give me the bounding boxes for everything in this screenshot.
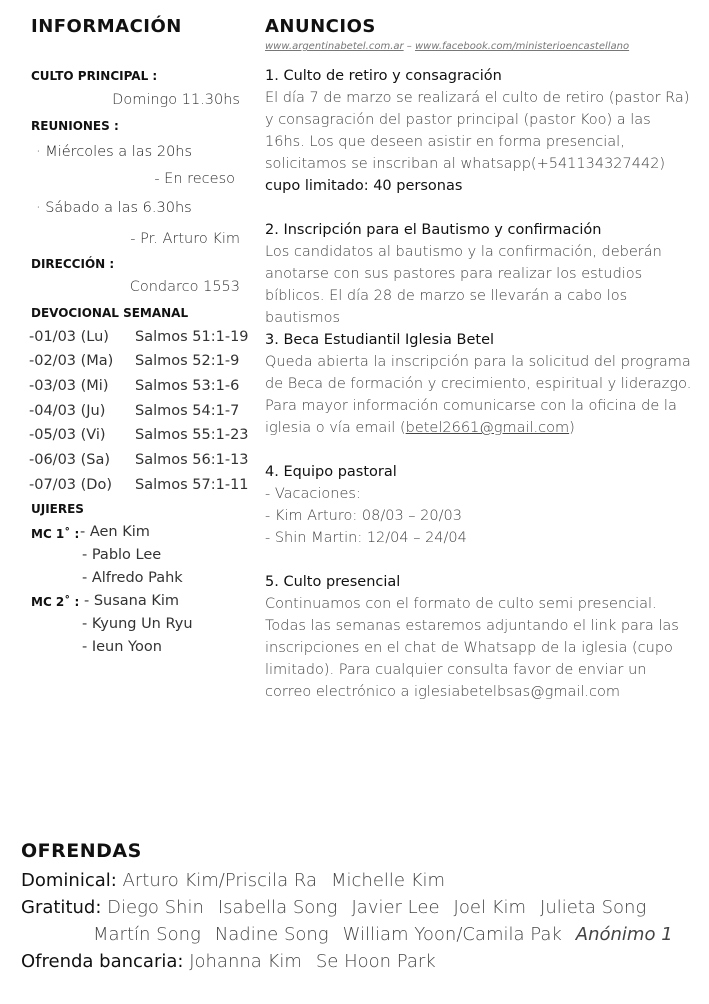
devocional-ref: Salmos 54:1-7 — [135, 403, 240, 419]
mc1-label: MC 1˚ : — [31, 527, 80, 541]
ofrenda-dominical — [21, 870, 459, 891]
reuniones-label: REUNIONES : — [31, 119, 119, 133]
donor-name: Michelle Kim — [330, 870, 446, 891]
dominical-label: Dominical: — [21, 870, 117, 891]
anuncios-title: ANUNCIOS — [265, 16, 376, 37]
direccion-value: Condarco 1553 — [129, 279, 240, 295]
mc2-member: - Ieun Yoon — [82, 639, 162, 655]
anuncio-1-body: El día 7 de marzo se realizará el culto de retiro (pastor Ra) y consagración del pastor principal (pastor Koo) a las 16hs. Los que deseen asistir en forma presencial, solicitamos se inscriban al whatsapp(+541134327442) — [265, 90, 690, 172]
devocional-date: -03/03 (Mi) — [29, 378, 109, 394]
reunion-miercoles: · Miércoles a las 20hs — [36, 144, 193, 160]
anuncio-2-body: Los candidatos al bautismo y la confirmación, deberán anotarse con sus pastores para realizar los estudios bíblicos. El día 28 de marzo se llevarán a cabo los bautismos — [265, 244, 662, 326]
culto-principal-label: CULTO PRINCIPAL : — [31, 69, 158, 83]
donor-name: Arturo Kim/Priscila Ra — [122, 870, 317, 891]
devocional-ref: Salmos 55:1-23 — [135, 427, 249, 443]
informacion-title: INFORMACIÓN — [31, 16, 182, 37]
ujieres-label: UJIERES — [31, 502, 84, 516]
anuncio-4-line: - Kim Arturo: 08/03 – 20/03 — [265, 508, 462, 524]
devocional-date: -02/03 (Ma) — [29, 353, 114, 369]
reunion-miercoles-note: - En receso — [154, 171, 235, 187]
anuncio-1 — [265, 65, 695, 197]
devocional-ref: Salmos 57:1-11 — [135, 477, 249, 493]
anuncio-2-title: 2. Inscripción para el Bautismo y confirmación — [265, 222, 602, 238]
ofrenda-bancaria — [21, 951, 450, 972]
donor-name: Diego Shin — [107, 897, 204, 918]
direccion-label: DIRECCIÓN : — [31, 257, 115, 271]
bancaria-label: Ofrenda bancaria: — [21, 951, 184, 972]
anuncio-2 — [265, 219, 695, 329]
ofrenda-gratitud — [21, 897, 660, 918]
anuncio-3-body — [265, 351, 695, 439]
donor-name: Joel Kim — [453, 897, 527, 918]
anuncio-4-line: - Vacaciones: — [265, 486, 361, 502]
gratitud-label: Gratitud: — [21, 897, 102, 918]
mc1-member: - Alfredo Pahk — [82, 570, 183, 586]
devocional-label: DEVOCIONAL SEMANAL — [31, 306, 189, 320]
donor-name: William Yoon/Camila Pak — [342, 924, 562, 945]
website-links — [265, 41, 629, 52]
ofrendas-title: OFRENDAS — [21, 840, 142, 862]
culto-principal-value: Domingo 11.30hs — [112, 92, 240, 108]
donor-name: Julieta Song — [540, 897, 647, 918]
anuncio-5-body: Continuamos con el formato de culto semi presencial. Todas las semanas estaremos adjuntando el link para las inscripciones en el chat de Whatsapp de la iglesia (cupo limitado). Para cualquier consulta favor de enviar un correo electrónico a iglesiabetelbsas@gmail.com — [265, 596, 679, 700]
donor-name: Se Hoon Park — [315, 951, 436, 972]
devocional-ref: Salmos 56:1-13 — [135, 452, 249, 468]
website-link[interactable]: www.argentinabetel.com.ar — [265, 41, 404, 52]
devocional-ref: Salmos 53:1-6 — [135, 378, 240, 394]
facebook-link[interactable]: www.facebook.com/ministerioencastellano — [414, 41, 630, 52]
devocional-date: -07/03 (Do) — [29, 477, 112, 493]
devocional-date: -05/03 (Vi) — [29, 427, 106, 443]
mc2-member: - Susana Kim — [84, 593, 180, 609]
email-link[interactable]: betel2661@gmail.com — [405, 420, 570, 436]
donor-anonymous: Anónimo 1 — [575, 924, 673, 945]
anuncio-4-title: 4. Equipo pastoral — [265, 464, 397, 480]
donor-name: Martín Song — [93, 924, 201, 945]
mc1-member: - Aen Kim — [80, 524, 150, 540]
devocional-date: -04/03 (Ju) — [29, 403, 106, 419]
reunion-sabado: · Sábado a las 6.30hs — [36, 200, 192, 216]
anuncio-4 — [265, 461, 695, 549]
anuncio-1-cupo: cupo limitado: 40 personas — [265, 178, 463, 194]
mc2-label: MC 2˚ : — [31, 595, 80, 609]
devocional-ref: Salmos 51:1-19 — [135, 329, 249, 345]
anuncio-3 — [265, 329, 695, 439]
donor-name: Johanna Kim — [189, 951, 302, 972]
link-separator: – — [403, 41, 415, 52]
devocional-date: -01/03 (Lu) — [29, 329, 109, 345]
mc2-member: - Kyung Un Ryu — [82, 616, 193, 632]
anuncio-3-close: ) — [569, 420, 575, 436]
ofrenda-gratitud-cont — [93, 924, 673, 945]
donor-name: Javier Lee — [351, 897, 440, 918]
mc1-member: - Pablo Lee — [82, 547, 162, 563]
devocional-date: -06/03 (Sa) — [29, 452, 111, 468]
reunion-sabado-note: - Pr. Arturo Kim — [130, 231, 240, 247]
donor-name: Nadine Song — [214, 924, 329, 945]
anuncio-4-line: - Shin Martin: 12/04 – 24/04 — [265, 530, 467, 546]
anuncio-5 — [265, 571, 695, 703]
devocional-ref: Salmos 52:1-9 — [135, 353, 240, 369]
anuncio-1-title: 1. Culto de retiro y consagración — [265, 68, 502, 84]
anuncio-3-text: Queda abierta la inscripción para la solicitud del programa de Beca de formación y crecimiento, espiritual y liderazgo. Para mayor información comunicarse con la oficina de la iglesia o vía email ( — [265, 354, 692, 436]
anuncio-5-title: 5. Culto presencial — [265, 574, 401, 590]
donor-name: Isabella Song — [217, 897, 338, 918]
anuncio-3-title: 3. Beca Estudiantil Iglesia Betel — [265, 332, 495, 348]
